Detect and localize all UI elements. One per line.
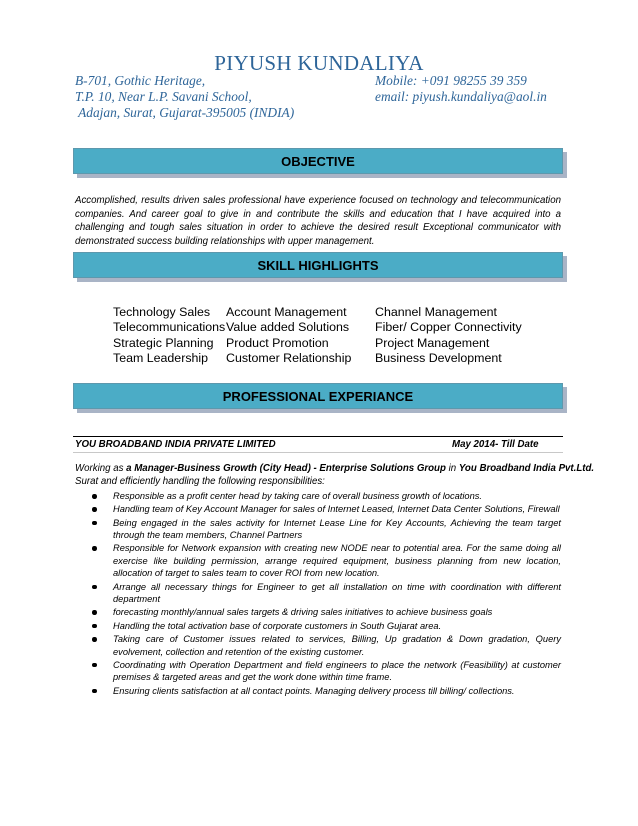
list-item — [75, 490, 561, 503]
experience-heading: PROFESSIONAL EXPERIANCE — [73, 383, 563, 409]
candidate-name: PIYUSH KUNDALIYA — [214, 51, 424, 75]
email-address[interactable]: email: piyush.kundaliya@aol.in — [375, 89, 547, 104]
divider — [73, 436, 563, 437]
responsibility-text: Responsible for Network expansion with creating new NODE near to potential area. For the same doing all exercise like building permission, arrange required equipment, business planning from new location, allocation of target to sales team to cover ROI from new location. — [113, 543, 561, 579]
skill-item: Fiber/ Copper Connectivity — [375, 320, 522, 335]
responsibility-text: Being engaged in the sales activity for Internet Lease Line for Key Accounts, Achieving the team target through the team members, Channel Partners — [113, 517, 561, 541]
list-item — [75, 620, 561, 633]
list-item — [75, 581, 561, 606]
responsibility-text: Handling team of Key Account Manager for sales of Internet Leased, Internet Data Center Solutions, Firewall — [113, 504, 560, 515]
skills-column-3 — [375, 305, 522, 366]
experience-intro — [75, 463, 595, 488]
list-item — [75, 659, 561, 684]
skill-item: Telecommunications — [113, 320, 226, 335]
responsibilities-list — [75, 490, 561, 698]
bullet-icon — [92, 507, 97, 512]
employment-period: May 2014- Till Date — [452, 439, 539, 450]
skills-heading: SKILL HIGHLIGHTS — [73, 252, 563, 278]
bullet-icon — [92, 663, 97, 668]
responsibility-text: Handling the total activation base of corporate customers in South Gujarat area. — [113, 620, 442, 631]
skill-item: Channel Management — [375, 305, 497, 319]
skill-item: Business Development — [375, 350, 502, 365]
bullet-icon — [92, 521, 97, 526]
skill-item: Value added Solutions — [226, 320, 350, 335]
objective-heading: OBJECTIVE — [73, 148, 563, 174]
bullet-icon — [92, 546, 97, 551]
list-item — [75, 517, 561, 542]
skill-item: Technology Sales — [113, 305, 211, 319]
mobile-number: Mobile: +091 98255 39 359 — [375, 73, 527, 88]
address-block — [75, 73, 294, 121]
responsibility-text: forecasting monthly/annual sales targets & driving sales initiatives to achieve business goals — [113, 607, 493, 618]
intro-prefix: Working as — [75, 463, 127, 474]
bullet-icon — [92, 624, 97, 629]
skill-item: Product Promotion — [226, 335, 329, 350]
company-name: YOU BROADBAND INDIA PRIVATE LIMITED — [75, 439, 276, 450]
responsibility-text: Responsible as a profit center head by taking care of overall business growth of locations. — [113, 491, 482, 501]
responsibility-text: Taking care of Customer issues related to services, Billing, Up gradation & Down gradation, Query evolvement, collection and retention of the existing customer. — [113, 634, 561, 657]
address-line-3: Adajan, Surat, Gujarat-395005 (INDIA) — [75, 105, 295, 120]
objective-banner — [73, 148, 567, 178]
skills-banner — [73, 252, 567, 282]
list-item — [75, 606, 561, 619]
bullet-icon — [92, 689, 97, 694]
responsibility-text: Coordinating with Operation Department and field engineers to place the network (Feasibility) at customer premises & targeted areas and get the work done within time frame. — [113, 659, 561, 683]
list-item — [75, 685, 561, 698]
skill-item: Team Leadership — [113, 350, 209, 365]
bullet-icon — [92, 494, 97, 499]
intro-line-1 — [75, 463, 595, 476]
contact-block — [375, 73, 547, 105]
skills-column-1 — [113, 305, 225, 366]
responsibility-text: Ensuring clients satisfaction at all contact points. Managing delivery process till billing/ collections. — [113, 685, 515, 696]
list-item — [75, 633, 561, 658]
address-line-1: B-701, Gothic Heritage, — [75, 73, 206, 88]
skill-item: Account Management — [226, 305, 347, 319]
bullet-icon — [92, 610, 97, 615]
bullet-icon — [92, 637, 97, 642]
skills-column-2 — [226, 305, 351, 366]
skill-item: Project Management — [375, 335, 490, 350]
responsibility-text: Arrange all necessary things for Engineer to get all installation on time with coordination with different department — [113, 581, 561, 605]
intro-connector: in — [445, 463, 459, 474]
address-line-2: T.P. 10, Near L.P. Savani School, — [75, 89, 252, 104]
skill-item: Strategic Planning — [113, 335, 214, 350]
experience-banner — [73, 383, 567, 413]
list-item — [75, 503, 561, 516]
job-role: a Manager-Business Growth (City Head) - Enterprise Solutions Group — [126, 463, 446, 474]
list-item — [75, 542, 561, 580]
intro-line-2: Surat and efficiently handling the following responsibilities: — [75, 475, 325, 487]
bullet-icon — [92, 585, 97, 590]
objective-text: Accomplished, results driven sales professional have experience focused on technology and telecommunication companies. And career goal to give in and contribute the skills and education that I have acquired into a challenging and tough sales situation in order to achieve the desired result Exceptional communicator with demonstrated success building relationships with upper management. — [75, 195, 561, 248]
skill-item: Customer Relationship — [226, 350, 352, 365]
divider — [73, 452, 563, 453]
organization-name: You Broadband India Pvt.Ltd. — [458, 463, 595, 474]
